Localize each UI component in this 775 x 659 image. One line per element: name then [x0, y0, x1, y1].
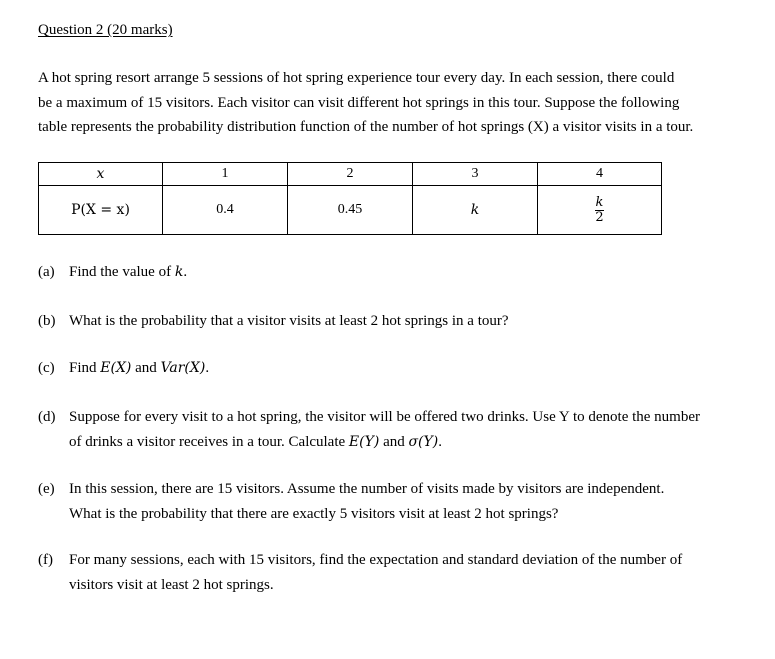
table-cell-x-3: 3: [413, 163, 538, 186]
question-e-label: (e): [38, 481, 55, 497]
table-cell-x-4: 4: [538, 163, 662, 186]
question-b: [38, 309, 738, 334]
question-c-label: (c): [38, 360, 55, 376]
table-cell-x-1: 1: [163, 163, 288, 186]
question-heading: Question 2 (20 marks): [38, 22, 173, 38]
table-cell-p-4: [538, 186, 662, 235]
table-cell-p-1: 0.4: [163, 186, 288, 235]
question-e-line-1: In this session, there are 15 visitors. Assume the number of visits made by visitors are independent.: [69, 481, 665, 497]
table-cell-p-2: 0.45: [288, 186, 413, 235]
intro-line-1: A hot spring resort arrange 5 sessions of hot spring experience tour every day. In each session, there could: [38, 70, 675, 86]
table-cell-x-2: 2: [288, 163, 413, 186]
question-a-label: (a): [38, 264, 55, 280]
question-b-text: What is the probability that a visitor visits at least 2 hot springs in a tour?: [69, 313, 509, 329]
fraction-k-over-2: $\frac{k}{2}$: [595, 194, 604, 225]
question-d: (d) Suppose for every visit to a hot spring, the visitor will be offered two drinks. Use Y to denote the number of drinks a visitor receives in a tour. Calculate E(Y) and σ(Y).: [38, 405, 738, 454]
question-e-line-2: What is the probability that there are exactly 5 visitors visit at least 2 hot springs?: [69, 505, 559, 522]
table-cell-p-3: k: [413, 186, 538, 235]
question-b-label: (b): [38, 313, 56, 329]
table-header-x: x: [39, 163, 163, 186]
question-a: (a) Find the value of k.: [38, 260, 738, 285]
table-row-x: [39, 163, 662, 186]
table-header-probability: P(X = x): [39, 186, 163, 235]
table-row-probability: [39, 186, 662, 235]
intro-line-3: table represents the probability distribution function of the number of hot springs (X) a visitor visits in a tour.: [38, 119, 694, 135]
intro-paragraph: [38, 66, 738, 140]
probability-distribution-table: [38, 162, 662, 235]
question-d-line-1: Suppose for every visit to a hot spring, the visitor will be offered two drinks. Use Y to denote the number: [69, 409, 700, 425]
question-f: [38, 548, 738, 597]
question-d-label: (d): [38, 409, 56, 425]
question-f-label: (f): [38, 552, 53, 568]
question-c: (c) Find E(X) and Var(X).: [38, 356, 738, 381]
question-f-line-2: visitors visit at least 2 hot springs.: [69, 576, 274, 593]
question-f-line-1: For many sessions, each with 15 visitors, find the expectation and standard deviation of the number of: [69, 552, 683, 568]
intro-line-2: be a maximum of 15 visitors. Each visitor can visit different hot springs in this tour. Suppose the following: [38, 94, 680, 111]
question-e: [38, 477, 738, 526]
